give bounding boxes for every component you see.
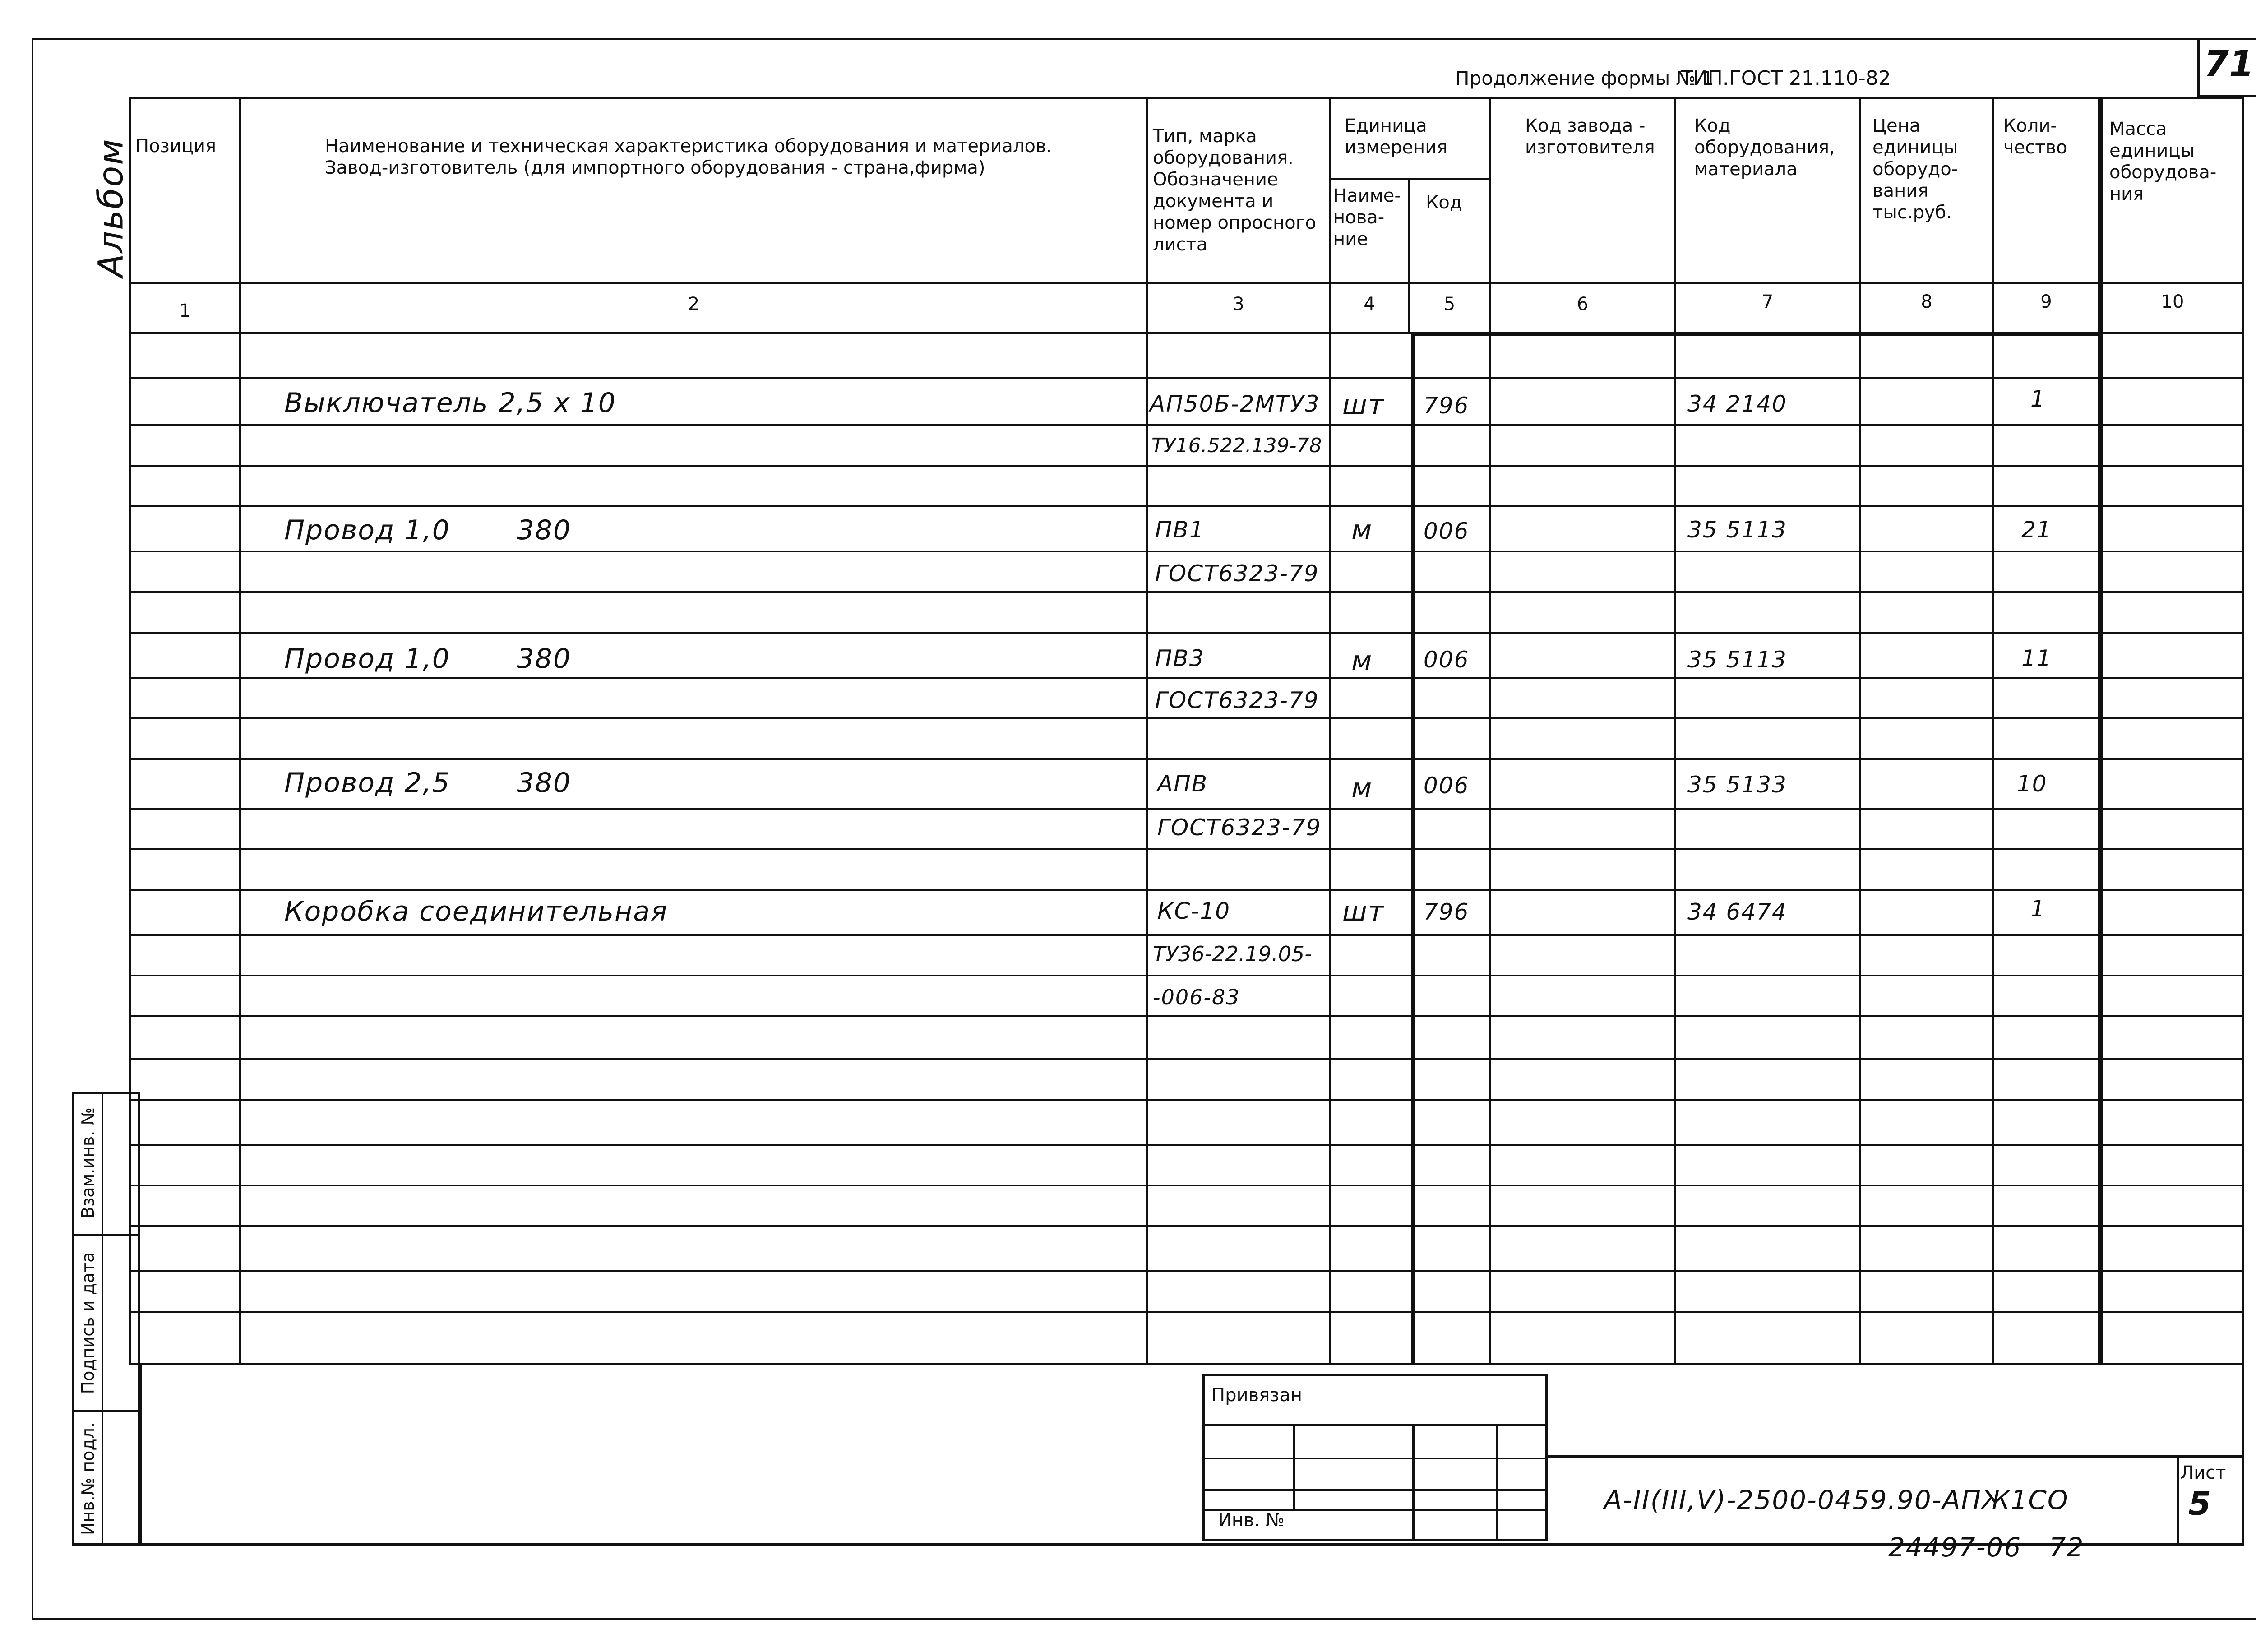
item-unit: шт xyxy=(1342,389,1385,421)
title-block xyxy=(140,1363,2244,1546)
row-line xyxy=(131,424,2242,426)
row-line xyxy=(131,1225,2242,1227)
item-material-code: 35 5133 xyxy=(1687,772,1787,798)
col-header-qty: Коли- чество xyxy=(2003,116,2067,158)
row-line xyxy=(131,1058,2242,1060)
col-line xyxy=(1329,97,1331,1365)
item-qty: 21 xyxy=(2021,517,2052,543)
item-type: ПВ3 xyxy=(1155,645,1205,671)
row-line xyxy=(131,591,2242,593)
item-qty: 10 xyxy=(2017,771,2048,797)
row-line xyxy=(131,377,2242,379)
doc-code-top-line xyxy=(1548,1455,2244,1458)
col-line xyxy=(2098,97,2103,1365)
bound-col xyxy=(1412,1424,1415,1541)
side-stamp-vzam: Взам.инв. № xyxy=(78,1107,98,1218)
sheet-label: Лист xyxy=(2180,1462,2226,1483)
bound-col xyxy=(1293,1424,1295,1509)
item-doc-continued: -006-83 xyxy=(1153,985,1240,1009)
col-number-1: 1 xyxy=(179,301,191,321)
row-line xyxy=(131,465,2242,467)
item-unit-code: 006 xyxy=(1424,518,1470,544)
spec-table xyxy=(129,97,2244,1365)
item-unit-code: 796 xyxy=(1424,393,1470,419)
row-line xyxy=(131,848,2242,850)
row-line xyxy=(131,1185,2242,1186)
col-number-4: 4 xyxy=(1364,294,1375,315)
item-material-code: 34 6474 xyxy=(1687,899,1787,925)
item-doc: ГОСТ6323-79 xyxy=(1155,560,1319,587)
col-line xyxy=(1992,97,1994,1365)
item-type: АПВ xyxy=(1157,771,1208,797)
page-number: 71 xyxy=(2204,43,2254,85)
item-material-code: 34 2140 xyxy=(1687,391,1787,417)
item-unit-code: 796 xyxy=(1424,899,1470,925)
item-unit: м xyxy=(1351,773,1373,804)
row-line xyxy=(131,505,2242,507)
col-number-8: 8 xyxy=(1921,292,1932,312)
col-header-unit-code: Код xyxy=(1426,192,1462,213)
sheet-number: 5 xyxy=(2188,1485,2211,1522)
col-header-price: Цена единицы оборудо- вания тыс.руб. xyxy=(1872,116,1958,223)
row-line xyxy=(131,1144,2242,1146)
item-name: Провод 1,0 380 xyxy=(284,643,571,675)
col-line xyxy=(1146,97,1148,1365)
item-type: КС-10 xyxy=(1157,898,1231,924)
bound-label: Привязан xyxy=(1211,1385,1303,1406)
row-line xyxy=(131,758,2242,760)
item-unit: шт xyxy=(1342,896,1385,927)
col-header-unit-group: Единица измерения xyxy=(1345,116,1448,158)
row-line xyxy=(131,677,2242,679)
item-material-code: 35 5113 xyxy=(1687,647,1787,673)
col-header-material-code: Код оборудования, материала xyxy=(1694,116,1835,180)
continuation-label: Продолжение формы № 1 xyxy=(1455,67,1714,89)
row-line xyxy=(131,889,2242,891)
col-number-9: 9 xyxy=(2040,292,2052,312)
sheet-divider xyxy=(2177,1455,2179,1543)
side-stamp-podpis: Подпись и дата xyxy=(78,1252,98,1394)
album-note: Альбом xyxy=(90,138,131,278)
item-name: Провод 2,5 380 xyxy=(284,767,571,799)
item-doc: ГОСТ6323-79 xyxy=(1157,814,1322,841)
item-qty: 1 xyxy=(2030,896,2046,922)
item-unit: м xyxy=(1351,645,1373,677)
item-material-code: 35 5113 xyxy=(1687,517,1787,543)
item-doc: ТУ16.522.139-78 xyxy=(1151,434,1322,457)
unit-sub-line xyxy=(1329,178,1491,180)
col-number-6: 6 xyxy=(1576,294,1589,315)
col-header-position: Позиция xyxy=(135,136,217,157)
col-number-2: 2 xyxy=(688,294,700,315)
col9-top-line xyxy=(1411,334,2101,336)
bound-col xyxy=(1496,1424,1498,1541)
row-line xyxy=(131,632,2242,634)
side-stamp-inv: Инв.№ подл. xyxy=(78,1422,98,1536)
row-line xyxy=(131,1270,2242,1272)
header-bottom-line xyxy=(129,282,2244,284)
col-number-3: 3 xyxy=(1233,294,1244,315)
item-doc: ГОСТ6323-79 xyxy=(1155,687,1319,713)
row-line xyxy=(131,551,2242,552)
col-line xyxy=(239,97,241,1365)
col-header-plant-code: Код завода - изготовителя xyxy=(1525,116,1655,158)
item-unit-code: 006 xyxy=(1424,647,1470,673)
col-line xyxy=(1489,97,1491,1365)
item-qty: 11 xyxy=(2021,645,2052,671)
col-header-type: Тип, марка оборудования. Обозначение документа и номер опросного листа xyxy=(1153,126,1317,255)
col-number-10: 10 xyxy=(2161,292,2184,312)
row-line xyxy=(131,975,2242,976)
item-unit-code: 006 xyxy=(1424,773,1470,799)
col-header-unit-name: Наиме- нова- ние xyxy=(1333,185,1401,250)
item-qty: 1 xyxy=(2030,386,2046,412)
item-name: Провод 1,0 380 xyxy=(284,514,571,546)
row-line xyxy=(131,808,2242,810)
standard-label: ТИП.ГОСТ 21.110-82 xyxy=(1681,67,1891,90)
item-name: Выключатель 2,5 х 10 xyxy=(284,387,616,419)
footer-number: 24497-06 72 xyxy=(1888,1532,2085,1563)
row-line xyxy=(131,1015,2242,1017)
inv-no-label: Инв. № xyxy=(1218,1510,1285,1531)
col-number-5: 5 xyxy=(1443,294,1456,315)
item-type: АП50Б-2МТУ3 xyxy=(1150,391,1320,417)
item-unit: м xyxy=(1351,514,1373,546)
item-name: Коробка соединительная xyxy=(284,896,668,927)
row-line xyxy=(131,717,2242,719)
col-line xyxy=(1674,97,1676,1365)
row-line xyxy=(131,1311,2242,1313)
col-header-name: Наименование и техническая характеристика оборудования и материалов. Завод-изготовитель (для импортного оборудования - страна,фирма) xyxy=(325,136,1052,178)
col-line xyxy=(1859,97,1861,1365)
item-type: ПВ1 xyxy=(1155,517,1205,543)
doc-code: А-II(III,V)-2500-0459.90-АПЖ1СО xyxy=(1604,1485,2069,1515)
col-header-mass: Масса единицы оборудова- ния xyxy=(2109,119,2217,204)
col-number-7: 7 xyxy=(1761,292,1774,312)
row-line xyxy=(131,934,2242,936)
row-line xyxy=(131,1099,2242,1101)
item-doc: ТУ36-22.19.05- xyxy=(1153,942,1312,966)
